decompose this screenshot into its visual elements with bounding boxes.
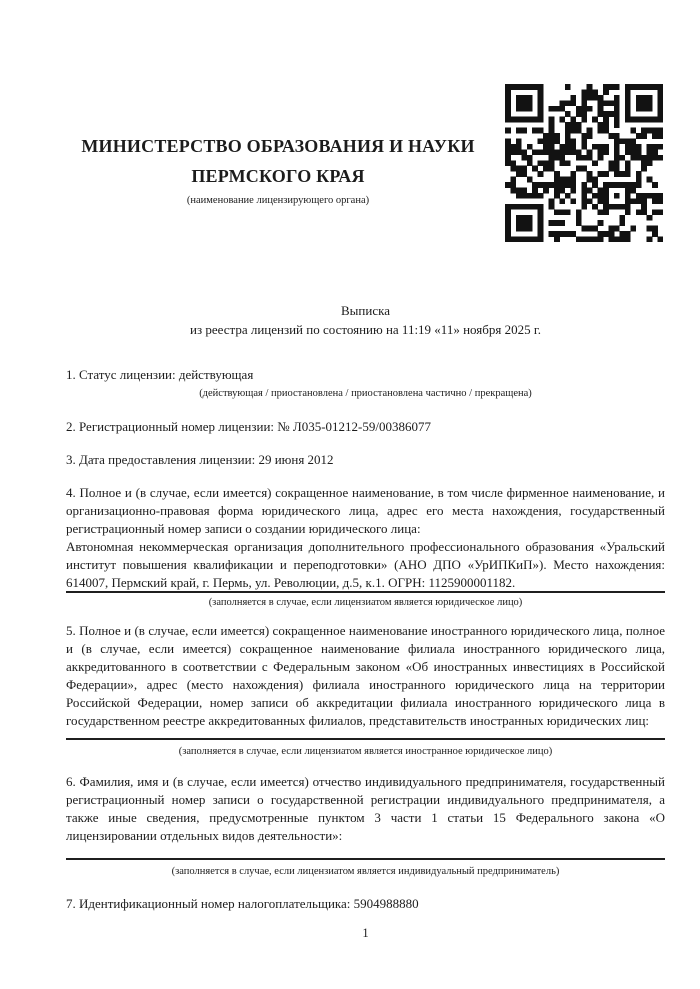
field-license-status: 1. Статус лицензии: действующая	[66, 367, 254, 382]
authority-name-hint: (наименование лицензирующего органа)	[186, 195, 370, 206]
document-title	[66, 301, 665, 339]
divider-foreign-entity	[66, 738, 665, 740]
field-entrepreneur-hint: (заполняется в случае, если лицензиатом является индивидуальный предприниматель)	[171, 866, 560, 877]
page-number: 1	[362, 926, 369, 940]
ministry-name-line1: МИНИСТЕРСТВО ОБРАЗОВАНИЯ И НАУКИ	[81, 136, 475, 156]
field-registration-number: 2. Регистрационный номер лицензии: № Л035-01212-59/00386077	[66, 419, 432, 434]
field-grant-date: 3. Дата предоставления лицензии: 29 июня 2012	[66, 452, 334, 467]
licensing-authority-header	[66, 131, 490, 207]
divider-entrepreneur	[66, 858, 665, 860]
title-line1: Выписка	[341, 303, 390, 318]
field-foreign-entity-hint: (заполняется в случае, если лицензиатом является иностранное юридическое лицо)	[178, 746, 553, 757]
field-taxpayer-number: 7. Идентификационный номер налогоплательщика: 5904988880	[66, 896, 419, 911]
field-legal-entity-question: 4. Полное и (в случае, если имеется) сокращенное наименование, в том числе фирменное наименование, и организационно-правовая форма юридического лица, адрес его места нахождения, государственный регистрационный номер записи о создании юридического лица:	[66, 485, 665, 536]
field-entrepreneur-question: 6. Фамилия, имя и (в случае, если имеется) отчество индивидуального предпринимателя, государственный регистрационный номер записи о государственной регистрации индивидуального предпринимателя, а также иные сведения, предусмотренные пунктом 3 части 1 статьи 15 Федерального закона «О лицензировании отдельных видов деятельности»:	[66, 774, 665, 843]
title-line2: из реестра лицензий по состоянию на 11:19 «11» ноября 2025 г.	[190, 322, 541, 337]
divider-legal-entity	[66, 591, 665, 593]
field-legal-entity-answer: Автономная некоммерческая организация дополнительного профессионального образования «Уральский институт повышения квалификации и переподготовки» (АНО ДПО «УрИПКиП»). Место нахождения: 614007, Пермский край, г. Пермь, ул. Революции, д.5, к.1. ОГРН: 1125900001182.	[66, 539, 665, 590]
qr-code-icon	[505, 84, 663, 242]
field-license-status-hint: (действующая / приостановлена / приостановлена частично / прекращена)	[199, 388, 532, 399]
ministry-name-line2: ПЕРМСКОГО КРАЯ	[191, 166, 365, 186]
field-foreign-entity-question: 5. Полное и (в случае, если имеется) сокращенное наименование иностранного юридического лица, полное и (в случае, если имеется) сокращенное наименование филиала иностранного юридического лица, аккредитованного в соответствии с Федеральным законом «Об иностранных инвестициях в Российской Федерации», адрес (место нахождения) филиала иностранного юридического лица на территории Российской Федерации, номер записи об аккредитации филиала иностранного юридического лица в государственном реестре аккредитованных филиалов, представительств иностранных юридических лиц:	[66, 623, 665, 728]
field-legal-entity-hint: (заполняется в случае, если лицензиатом является юридическое лицо)	[208, 597, 523, 608]
